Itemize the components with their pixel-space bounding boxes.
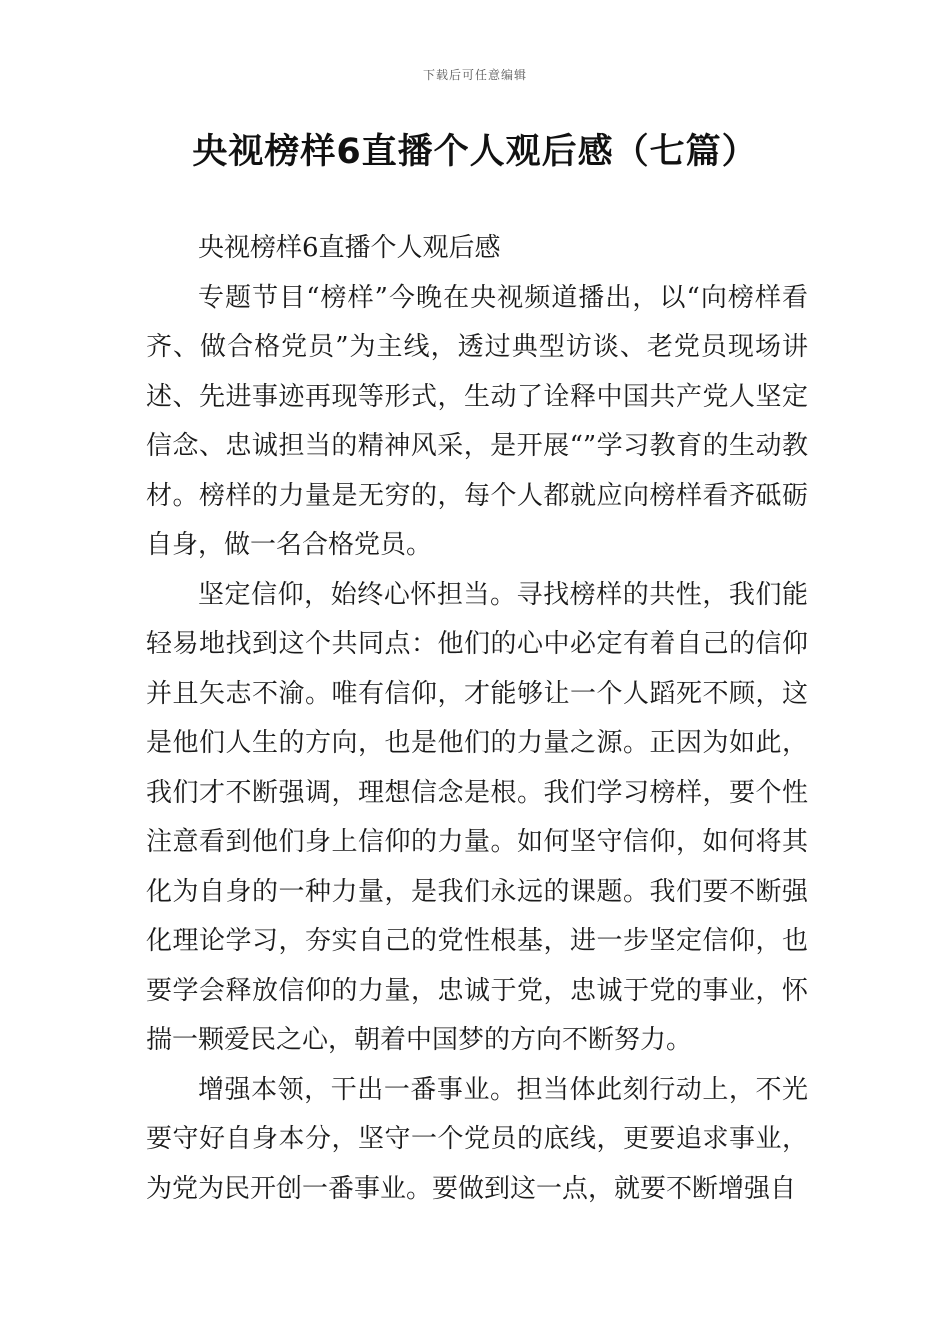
paragraph-2: 坚定信仰，始终心怀担当。寻找榜样的共性，我们能轻易地找到这个共同点：他们的心中必定有着自己的信仰并且矢志不渝。唯有信仰，才能够让一个人蹈死不顾，这是他们人生的方向，也是他们的力量之源。正因为如此，我们才不断强调，理想信念是根。我们学习榜样，要个性注意看到他们身上信仰的力量。如何坚守信仰，如何将其化为自身的一种力量，是我们永远的课题。我们要不断强化理论学习，夯实自己的党性根基，进一步坚定信仰，也要学会释放信仰的力量，忠诚于党，忠诚于党的事业，怀揣一颗爱民之心，朝着中国梦的方向不断努力。 (146, 579, 808, 1055)
paragraph-1: 专题节目“榜样”今晚在央视频道播出，以“向榜样看齐、做合格党员”为主线，透过典型访谈、老党员现场讲述、先进事迹再现等形式，生动了诠释中国共产党人坚定信念、忠诚担当的精神风采，是开展“”学习教育的生动教材。榜样的力量是无穷的，每个人都就应向榜样看齐砥砺自身，做一名合格党员。 (146, 282, 808, 560)
document-body (146, 224, 808, 1214)
document-title: 央视榜样6直播个人观后感（七篇） (192, 132, 758, 172)
header-note: 下载后可任意编辑 (422, 68, 527, 82)
paragraph-3: 增强本领，干出一番事业。担当体此刻行动上，不光要守好自身本分，坚守一个党员的底线，更要追求事业，为党为民开创一番事业。要做到这一点，就要不断增强自 (146, 1074, 808, 1204)
section-subtitle: 央视榜样6直播个人观后感 (198, 233, 501, 263)
